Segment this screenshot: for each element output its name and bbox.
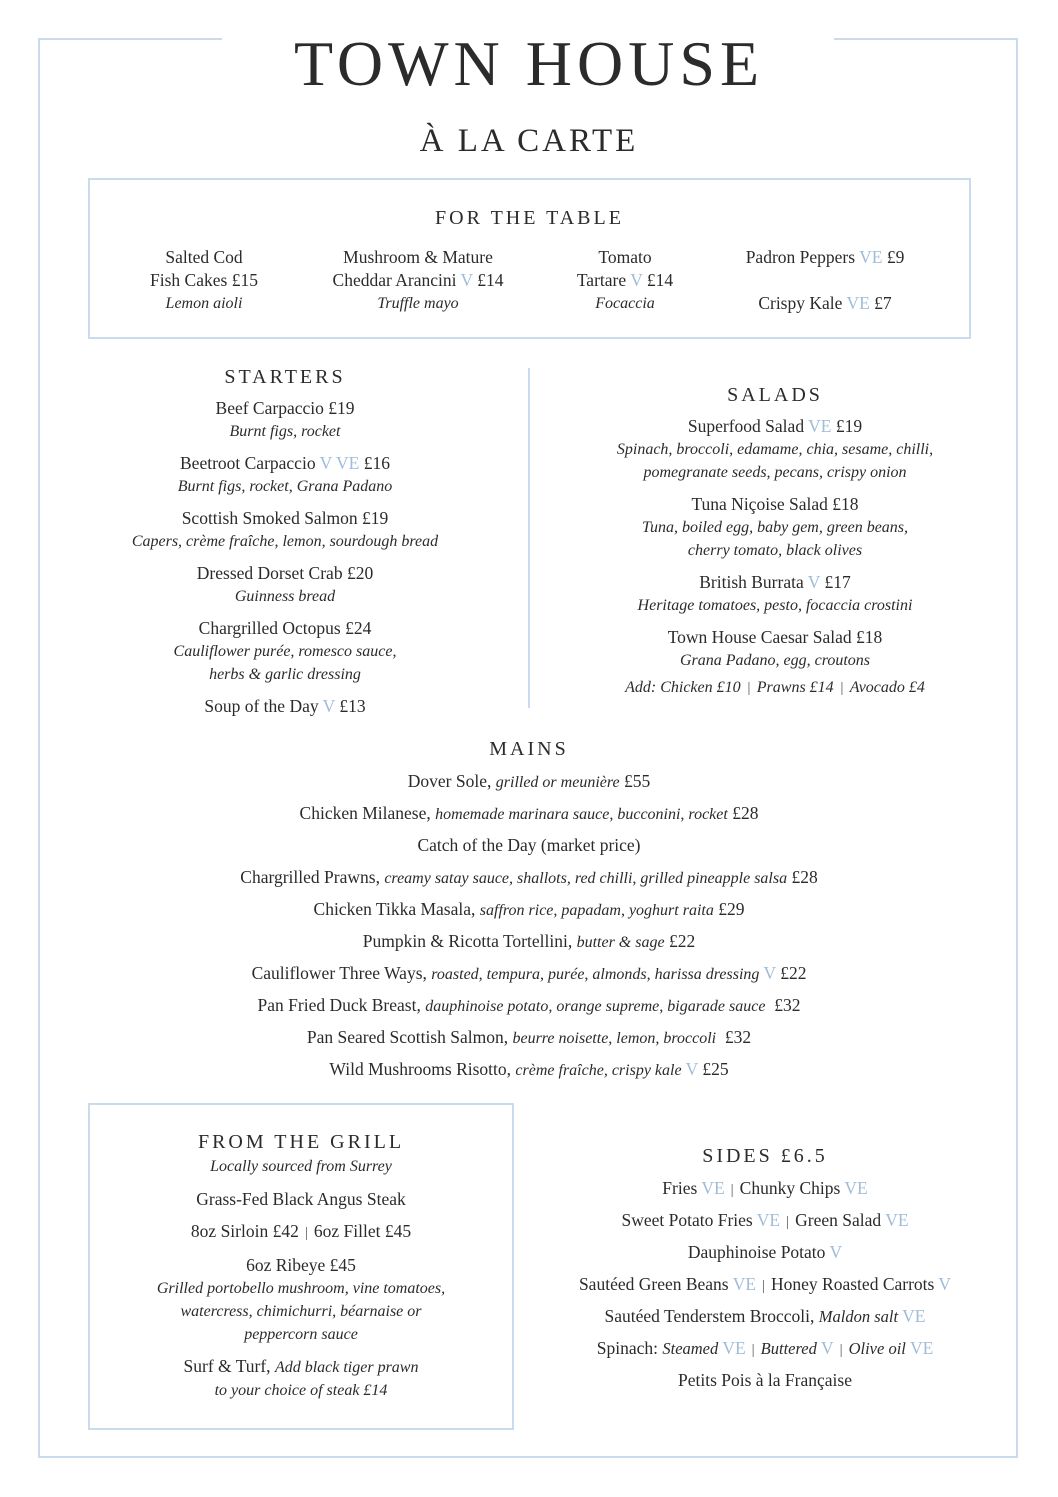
table-item-fish-cakes: Salted Cod Fish Cakes £15 Lemon aioli [150, 247, 258, 312]
menu-item: Dover Sole, grilled or meunière £55 [407, 771, 651, 791]
menu-item: British Burrata V £17 Heritage tomatoes, pesto, focaccia crostini [637, 572, 913, 614]
menu-item: Chicken Milanese, homemade marinara sauce, bucconini, rocket £28 [299, 803, 759, 823]
menu-item: Chargrilled Octopus £24 Cauliflower purée, romesco sauce, herbs & garlic dressing [173, 618, 397, 683]
vegan-tag: VE [846, 293, 870, 313]
table-item-crispy-kale: Crispy Kale VE £7 [758, 293, 892, 313]
vegan-tag: VE [859, 247, 883, 267]
vegetarian-tag: V [685, 1059, 698, 1079]
salad-add-ons: Add: Chicken £10 | Prawns £14 | Avocado £4 [625, 679, 925, 696]
grill-content: FROM THE GRILL Locally sourced from Surrey Grass-Fed Black Angus Steak 8oz Sirloin £42 | 6oz Fillet £45 6oz Ribeye £45 Grilled portobello mushroom, vine tomatoes, watercress, chimichurri, béarnaise or peppercorn sauce Surf & Turf, Add black tiger prawn to your choice of steak £14 [90, 1129, 512, 1402]
menu-item: Tuna Niçoise Salad £18 Tuna, boiled egg, baby gem, green beans, cherry tomato, black olives [641, 494, 909, 559]
side-row: Spinach: Steamed VE | Buttered V | Olive oil VE [596, 1338, 934, 1358]
page-subtitle: À LA CARTE [419, 123, 639, 159]
vegetarian-tag: V [460, 270, 473, 290]
menu-item: Soup of the Day V £13 [204, 696, 366, 716]
table-item-tomato-tartare: Tomato Tartare V £14 Focaccia [576, 247, 674, 312]
section-heading-sides: SIDES £6.5 [702, 1145, 828, 1167]
menu-item: Beetroot Carpaccio V VE £16 Burnt figs, rocket, Grana Padano [177, 453, 393, 495]
sides-section [530, 1143, 1000, 1396]
menu-item: Town House Caesar Salad £18 Grana Padano, egg, croutons [667, 627, 883, 669]
side-row: Sweet Potato Fries VE | Green Salad VE [621, 1210, 909, 1230]
vegan-tag: VE [808, 416, 832, 436]
section-heading-for-the-table: FOR THE TABLE [435, 207, 624, 229]
menu-item: Catch of the Day (market price) [417, 835, 641, 855]
menu-item: Scottish Smoked Salmon £19 Capers, crème fraîche, lemon, sourdough bread [131, 508, 439, 550]
menu-item: Pan Seared Scottish Salmon, beurre noisette, lemon, broccoli £32 [306, 1027, 752, 1047]
mains-section [0, 736, 1058, 1085]
starters-column [90, 364, 480, 727]
side-row: Petits Pois à la Française [677, 1370, 852, 1390]
menu-item: Cauliflower Three Ways, roasted, tempura, purée, almonds, harissa dressing V £22 [251, 963, 807, 983]
page-title: TOWN HOUSE [293, 28, 765, 99]
section-heading-mains: MAINS [489, 738, 569, 760]
side-row: Sautéed Tenderstem Broccoli, Maldon salt VE [604, 1306, 926, 1326]
vegetarian-tag: V [763, 963, 776, 983]
menu-item: Dressed Dorset Crab £20 Guinness bread [196, 563, 374, 605]
menu-item: Chicken Tikka Masala, saffron rice, papadam, yoghurt raita £29 [313, 899, 745, 919]
section-heading-salads: SALADS [727, 384, 823, 406]
diet-tags: V VE [319, 453, 360, 473]
menu-item: Pan Fried Duck Breast, dauphinoise potato, orange supreme, bigarade sauce £32 [257, 995, 801, 1015]
table-item-padron-peppers: Padron Peppers VE £9 [745, 247, 905, 267]
from-the-grill-box [88, 1103, 514, 1430]
menu-item: Chargrilled Prawns, creamy satay sauce, shallots, red chilli, grilled pineapple salsa £28 [240, 867, 818, 887]
side-row: Fries VE | Chunky Chips VE [662, 1178, 868, 1198]
vegetarian-tag: V [630, 270, 643, 290]
section-heading-from-the-grill: FROM THE GRILL [197, 1131, 405, 1153]
menu-item: Beef Carpaccio £19 Burnt figs, rocket [215, 398, 355, 440]
menu-item: Superfood Salad VE £19 Spinach, broccoli, edamame, chia, sesame, chilli, pomegranate seeds, pecans, crispy onion [616, 416, 934, 481]
section-heading-starters: STARTERS [224, 366, 346, 388]
side-row: Dauphinoise Potato V [687, 1242, 843, 1262]
menu-item: Wild Mushrooms Risotto, crème fraîche, crispy kale V £25 [329, 1059, 729, 1079]
salads-column [545, 382, 1005, 700]
vegetarian-tag: V [807, 572, 821, 592]
table-item-arancini: Mushroom & Mature Cheddar Arancini V £14 Truffle mayo [332, 247, 504, 312]
column-divider [528, 368, 530, 708]
menu-item: Pumpkin & Ricotta Tortellini, butter & sage £22 [362, 931, 696, 951]
side-row: Sautéed Green Beans VE | Honey Roasted Carrots V [578, 1274, 952, 1294]
vegetarian-tag: V [322, 696, 335, 716]
